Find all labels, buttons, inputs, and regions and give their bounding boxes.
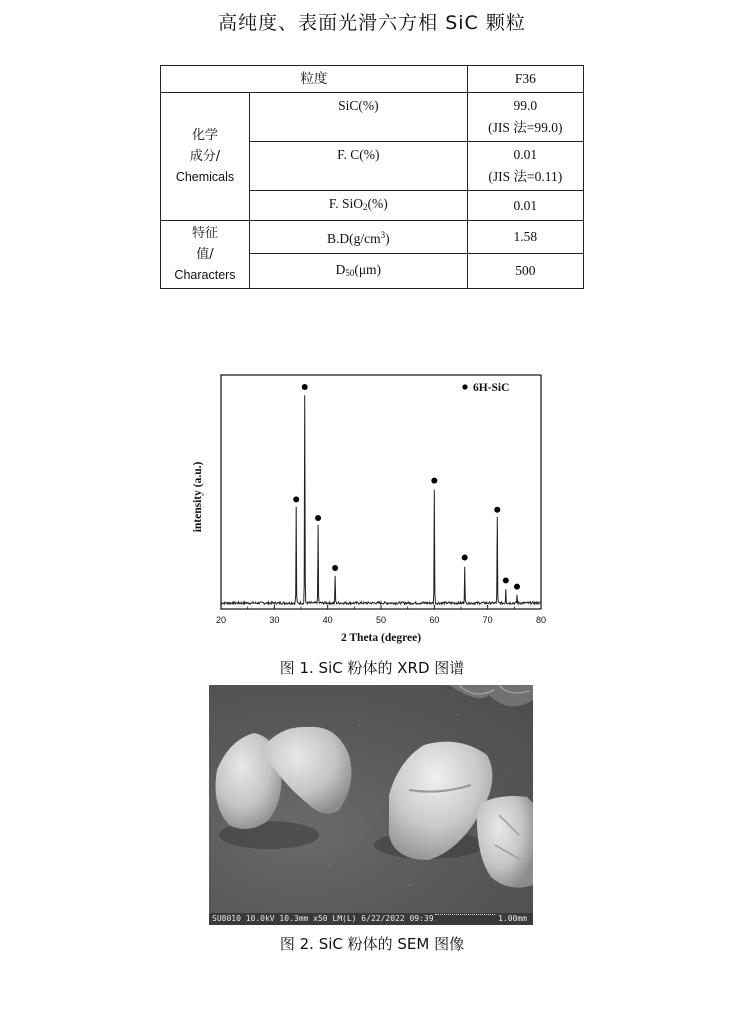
peak-marker-5 bbox=[431, 478, 437, 484]
peak-marker-9 bbox=[514, 584, 520, 590]
table-header-row bbox=[161, 66, 584, 93]
figure-1-caption: 图 1. SiC 粉体的 XRD 图谱 bbox=[279, 659, 465, 677]
peak-marker-8 bbox=[503, 577, 509, 583]
group-characters: 特征 值/ Characters bbox=[161, 221, 250, 289]
peak-marker-3 bbox=[315, 515, 321, 521]
peak-marker-2 bbox=[302, 384, 308, 390]
row-value: 500 bbox=[467, 254, 583, 289]
header-value: F36 bbox=[467, 66, 583, 93]
peak-marker-6 bbox=[462, 555, 468, 561]
row-label: F. SiO$_2$(%) bbox=[250, 191, 468, 221]
particle-4 bbox=[477, 796, 533, 888]
x-tick-label-20: 20 bbox=[215, 615, 227, 625]
row-label: SiC(%) bbox=[250, 93, 468, 142]
legend-marker bbox=[462, 384, 467, 389]
table-row bbox=[161, 221, 584, 254]
table-row bbox=[161, 93, 584, 142]
peak-marker-4 bbox=[332, 565, 338, 571]
sem-scale: 1.00mm bbox=[498, 914, 527, 923]
row-value: 99.0 (JIS 法=99.0) bbox=[467, 93, 583, 142]
row-label: $D_{50}(\mu m)$ bbox=[250, 254, 468, 289]
sem-image bbox=[209, 685, 533, 925]
sem-particles bbox=[209, 685, 533, 925]
legend-label: 6H-SiC bbox=[473, 382, 510, 394]
plot-frame bbox=[221, 375, 541, 609]
page-title: 高纯度、表面光滑六方相 SiC 颗粒 bbox=[218, 12, 526, 34]
x-tick-label-30: 30 bbox=[269, 615, 280, 625]
x-tick-label-80: 80 bbox=[535, 615, 547, 625]
x-tick-label-40: 40 bbox=[322, 615, 333, 625]
figure-2-caption: 图 2. SiC 粉体的 SEM 图像 bbox=[279, 935, 465, 953]
peak-marker-7 bbox=[494, 507, 500, 513]
row-value: 0.01 bbox=[467, 191, 583, 221]
x-axis-label: 2 Theta (degree) bbox=[340, 632, 422, 644]
x-tick-label-50: 50 bbox=[375, 615, 387, 625]
peak-marker-1 bbox=[293, 496, 299, 502]
header-label: 粒度 bbox=[161, 66, 468, 93]
xrd-chart bbox=[188, 365, 558, 655]
x-tick-label-60: 60 bbox=[429, 615, 440, 625]
scale-bar bbox=[435, 914, 495, 919]
series-line bbox=[221, 395, 541, 604]
x-tick-label-70: 70 bbox=[482, 615, 493, 625]
sem-info-bar bbox=[209, 913, 533, 925]
row-value: 1.58 bbox=[467, 221, 583, 254]
row-value: 0.01 (JIS 法=0.11) bbox=[467, 142, 583, 191]
row-label: F. C(%) bbox=[250, 142, 468, 191]
spec-table bbox=[160, 65, 584, 289]
sem-meta: SU8010 10.0kV 10.3mm x50 LM(L) 6/22/2022 09:39 bbox=[212, 914, 434, 923]
y-axis-label: intensity (a.u.) bbox=[192, 461, 204, 533]
row-label: $B.D(g/cm^3)$ bbox=[250, 221, 468, 254]
group-chemicals: 化学 成分/ Chemicals bbox=[161, 93, 250, 221]
